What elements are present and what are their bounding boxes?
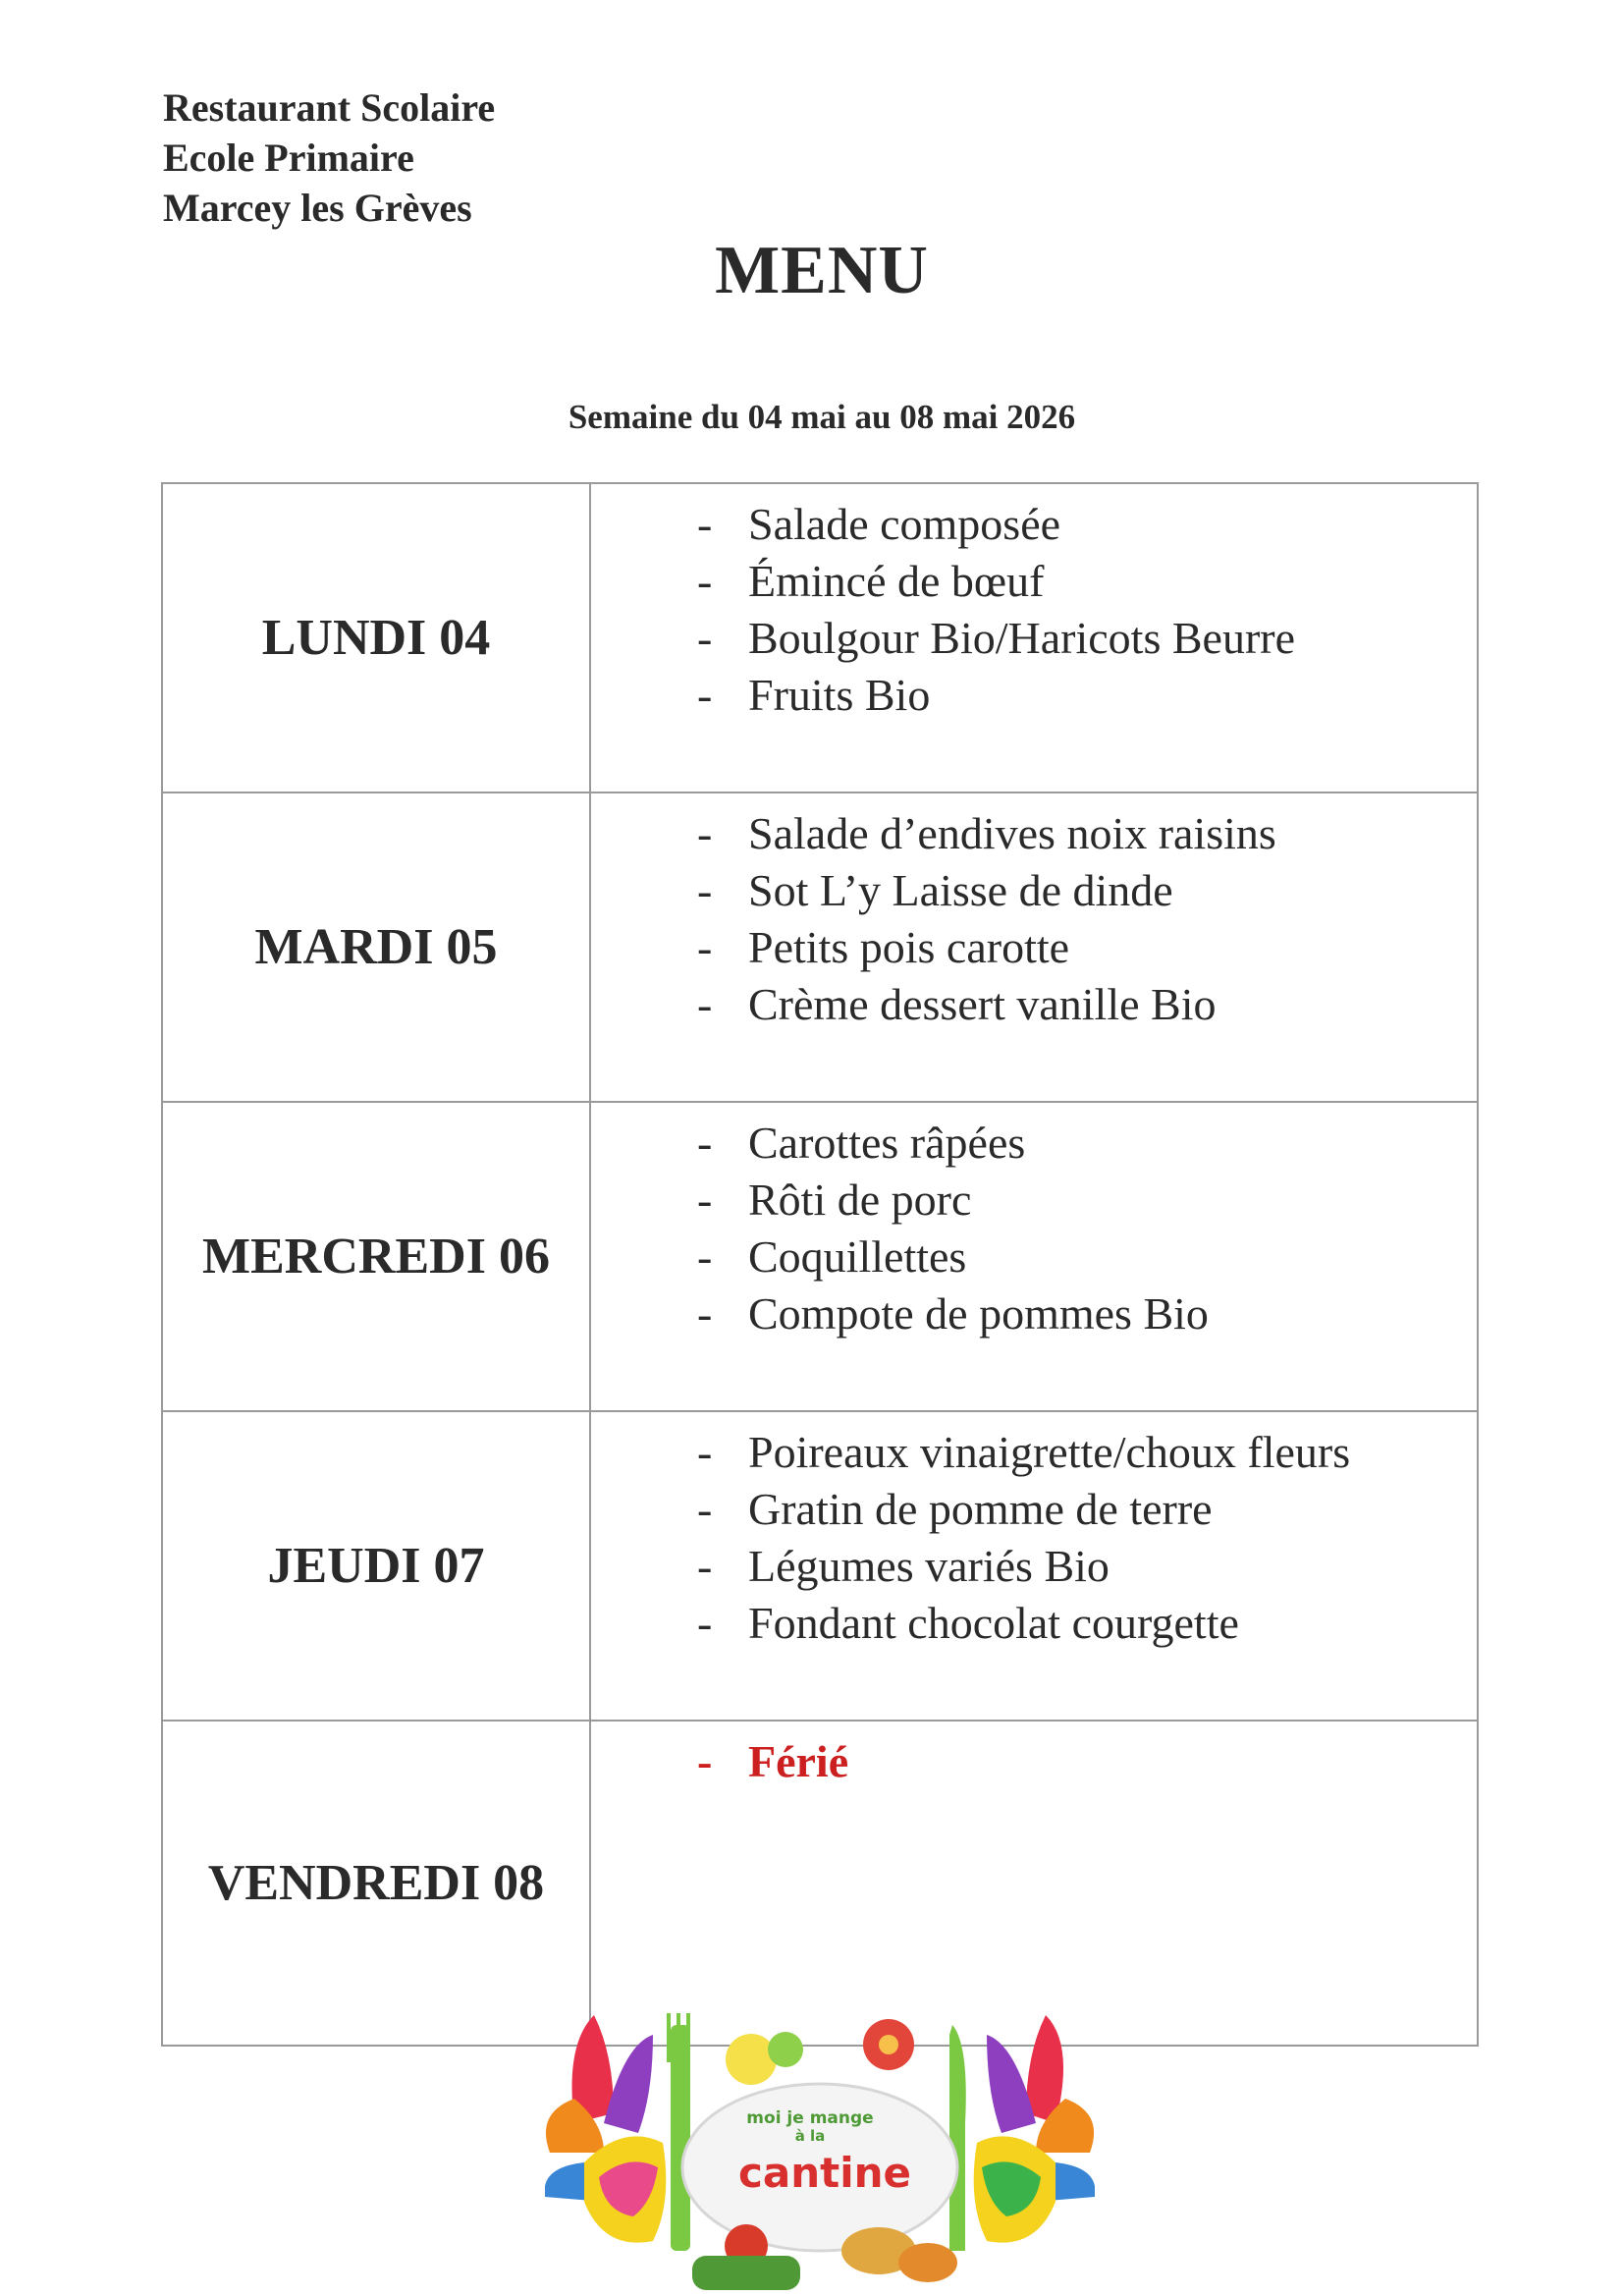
school-header	[163, 82, 495, 233]
menu-table	[161, 482, 1479, 2047]
right-hand-icon	[974, 2015, 1095, 2243]
list-item: - Gratin de pomme de terre	[697, 1484, 1213, 1534]
fork-icon	[667, 2013, 690, 2251]
list-item: - Sot L’y Laisse de dinde	[697, 865, 1173, 915]
knife-icon	[949, 2025, 966, 2251]
page-title: MENU	[715, 233, 929, 308]
list-item: - Émincé de bœuf	[697, 556, 1045, 606]
list-item: - Fruits Bio	[697, 670, 931, 720]
list-item: - Crème dessert vanille Bio	[697, 979, 1217, 1029]
table-row	[162, 1411, 1478, 1721]
day-label: VENDREDI 08	[162, 1721, 590, 2046]
list-item: - Petits pois carotte	[697, 922, 1070, 972]
list-item: - Poireaux vinaigrette/choux fleurs	[697, 1427, 1351, 1477]
list-item: - Fondant chocolat courgette	[697, 1598, 1239, 1648]
list-item: - Salade composée	[697, 499, 1061, 549]
dish-list	[591, 805, 1477, 1033]
list-item: - Légumes variés Bio	[697, 1541, 1110, 1591]
day-label: MERCREDI 06	[162, 1102, 590, 1411]
logo-text-line2: à la	[794, 2127, 826, 2145]
dish-list	[591, 1424, 1477, 1652]
day-label: LUNDI 04	[162, 483, 590, 793]
zucchini-icon	[692, 2256, 800, 2290]
dish-list-cell	[590, 1102, 1478, 1411]
day-label: JEUDI 07	[162, 1411, 590, 1721]
header-restaurant: Restaurant Scolaire	[163, 85, 496, 130]
header-school: Ecole Primaire	[163, 136, 414, 180]
dish-list-cell	[590, 483, 1478, 793]
table-row	[162, 483, 1478, 793]
list-item: - Compote de pommes Bio	[697, 1288, 1209, 1339]
dish-list	[591, 1733, 1477, 1790]
dish-list-cell	[590, 793, 1478, 1102]
week-range: Semaine du 04 mai au 08 mai 2026	[568, 398, 1076, 436]
list-item: - Coquillettes	[697, 1231, 967, 1282]
apple-icon	[768, 2032, 803, 2067]
list-item: - Carottes râpées	[697, 1118, 1026, 1168]
dish-list-cell	[590, 1721, 1478, 2046]
table-row	[162, 1721, 1478, 2046]
list-item: - Salade d’endives noix raisins	[697, 808, 1276, 858]
dish-list	[591, 496, 1477, 724]
dish-list-cell	[590, 1411, 1478, 1721]
table-row	[162, 793, 1478, 1102]
logo-word: cantine	[738, 2149, 911, 2197]
lemon-icon	[726, 2034, 777, 2085]
dish-list	[591, 1115, 1477, 1342]
table-row	[162, 1102, 1478, 1411]
left-hand-icon	[545, 2015, 666, 2243]
logo-text-line1: moi je mange	[746, 2108, 874, 2128]
list-item: - Rôti de porc	[697, 1175, 972, 1225]
holiday-item: - Férié	[697, 1736, 849, 1786]
list-item: - Boulgour Bio/Haricots Beurre	[697, 613, 1296, 663]
cantine-logo	[545, 2005, 1095, 2296]
header-town: Marcey les Grèves	[163, 186, 472, 230]
day-label: MARDI 05	[162, 793, 590, 1102]
